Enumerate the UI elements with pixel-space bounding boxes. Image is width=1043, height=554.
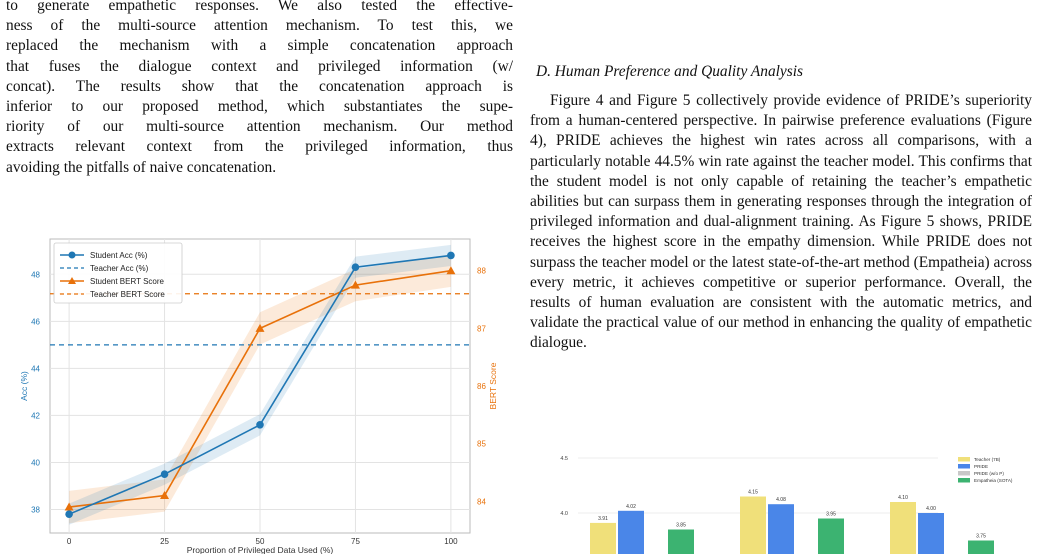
acc-point (65, 510, 73, 518)
paragraph-line: replaced the mechanism with a simple concatenation approach (6, 37, 513, 55)
paragraph-line: extracts relevant context from the privileged information, thus (6, 138, 513, 156)
acc-point (161, 470, 169, 478)
legend-label: Empatheia (SOTA) (974, 478, 1013, 483)
y-tick-left: 48 (31, 270, 40, 280)
y-tick-right: 85 (477, 439, 486, 449)
x-tick: 25 (160, 537, 169, 546)
x-tick: 0 (66, 537, 72, 546)
bar (618, 511, 644, 554)
acc-point (256, 421, 264, 429)
y-tick-right: 88 (477, 266, 486, 276)
acc-point (447, 252, 455, 260)
y-tick-left: 38 (31, 505, 40, 515)
y-tick-right: 84 (477, 497, 486, 507)
legend-swatch (958, 464, 970, 469)
x-tick: 50 (255, 537, 265, 546)
bar (590, 523, 616, 554)
y-tick-left: 42 (31, 411, 40, 421)
bar (740, 497, 766, 554)
bar-value-label: 4.08 (776, 497, 786, 504)
legend-label: Teacher Acc (%) (90, 264, 149, 273)
x-tick: 75 (351, 537, 360, 546)
y-tick-left: 46 (31, 317, 40, 327)
right-paragraph: Figure 4 and Figure 5 collectively provide evidence of PRIDE’s superiority from a human-centered perspective. In pairwise preference evaluations (Figure 4), PRIDE achieves the highest win rates across all comparisons, with a particularly notable 44.5% win rate against the teacher model. This confirms that the student model is not only capable of retaining the teacher’s empathetic abilities but can surpass them in generating responses through the integration of privileged information and dual-alignment training. As Figure 5 shows, PRIDE receives the highest score in the empathy dimension. While PRIDE does not surpass the teacher model or the latest state-of-the-art method (Empatheia) across every metric, it achieves competitive or superior performance. Overall, the results of human evaluation are consistent with the automatic metrics, and validate the practical value of our method in enhancing the quality of empathetic dialogue. (530, 92, 1032, 352)
paragraph-line: avoiding the pitfalls of naive concatenation. (6, 158, 277, 176)
legend-swatch (958, 478, 970, 483)
bar-value-label: 3.75 (976, 533, 986, 540)
line-chart (0, 226, 520, 554)
legend-swatch (958, 471, 970, 476)
bar-value-label: 4.10 (898, 495, 908, 501)
legend-label: PRIDE (974, 464, 989, 469)
bar-value-label: 4.15 (748, 489, 758, 496)
left-paragraph (6, 0, 513, 178)
bar-value-label: 4.00 (926, 506, 936, 512)
bar (818, 519, 844, 554)
bar-value-label: 3.91 (598, 515, 608, 522)
bar (968, 541, 994, 554)
paragraph-line: ness of the multi-source attention mechanism. To test this, we (6, 17, 513, 35)
bar-chart (548, 450, 1043, 554)
legend-label: Student BERT Score (90, 277, 164, 286)
legend-label: Teacher BERT Score (90, 290, 165, 299)
legend (54, 243, 182, 303)
section-heading: D. Human Preference and Quality Analysis (536, 63, 804, 80)
y-axis-label-left: Acc (%) (19, 371, 29, 401)
y-tick: 4.0 (560, 511, 568, 517)
paragraph-line: inferior to our proposed method, which substantiates the supe- (6, 98, 513, 116)
bar-value-label: 4.02 (626, 503, 636, 510)
paragraph-line: to generate empathetic responses. We also tested the effective- (6, 0, 513, 14)
y-tick-left: 40 (31, 458, 40, 468)
legend-label: Teacher (7B) (974, 457, 1001, 462)
bar (890, 502, 916, 554)
acc-point (352, 263, 360, 271)
legend-label: Student Acc (%) (90, 251, 148, 260)
x-tick: 100 (444, 537, 458, 546)
legend-swatch (958, 457, 970, 462)
bar (918, 513, 944, 554)
y-tick-right: 87 (477, 324, 486, 334)
bar (668, 530, 694, 554)
y-tick-right: 86 (477, 382, 486, 391)
paragraph-line: that fuses the dialogue context and privileged information (w/ (6, 57, 513, 75)
legend-label: PRIDE (w/o P) (974, 471, 1004, 476)
bar (768, 504, 794, 554)
x-axis-label: Proportion of Privileged Data Used (%) (186, 545, 334, 554)
bar-value-label: 3.85 (676, 522, 686, 529)
paragraph-line: concat). The results show that the concatenation approach is (6, 77, 513, 95)
y-axis-label-right: BERT Score (488, 362, 498, 410)
y-tick: 4.5 (560, 456, 568, 462)
bar-value-label: 3.95 (826, 511, 836, 518)
y-tick-left: 44 (31, 364, 40, 374)
legend-marker (69, 252, 76, 259)
paragraph-line: riority of our multi-source attention mechanism. Our method (6, 118, 513, 136)
